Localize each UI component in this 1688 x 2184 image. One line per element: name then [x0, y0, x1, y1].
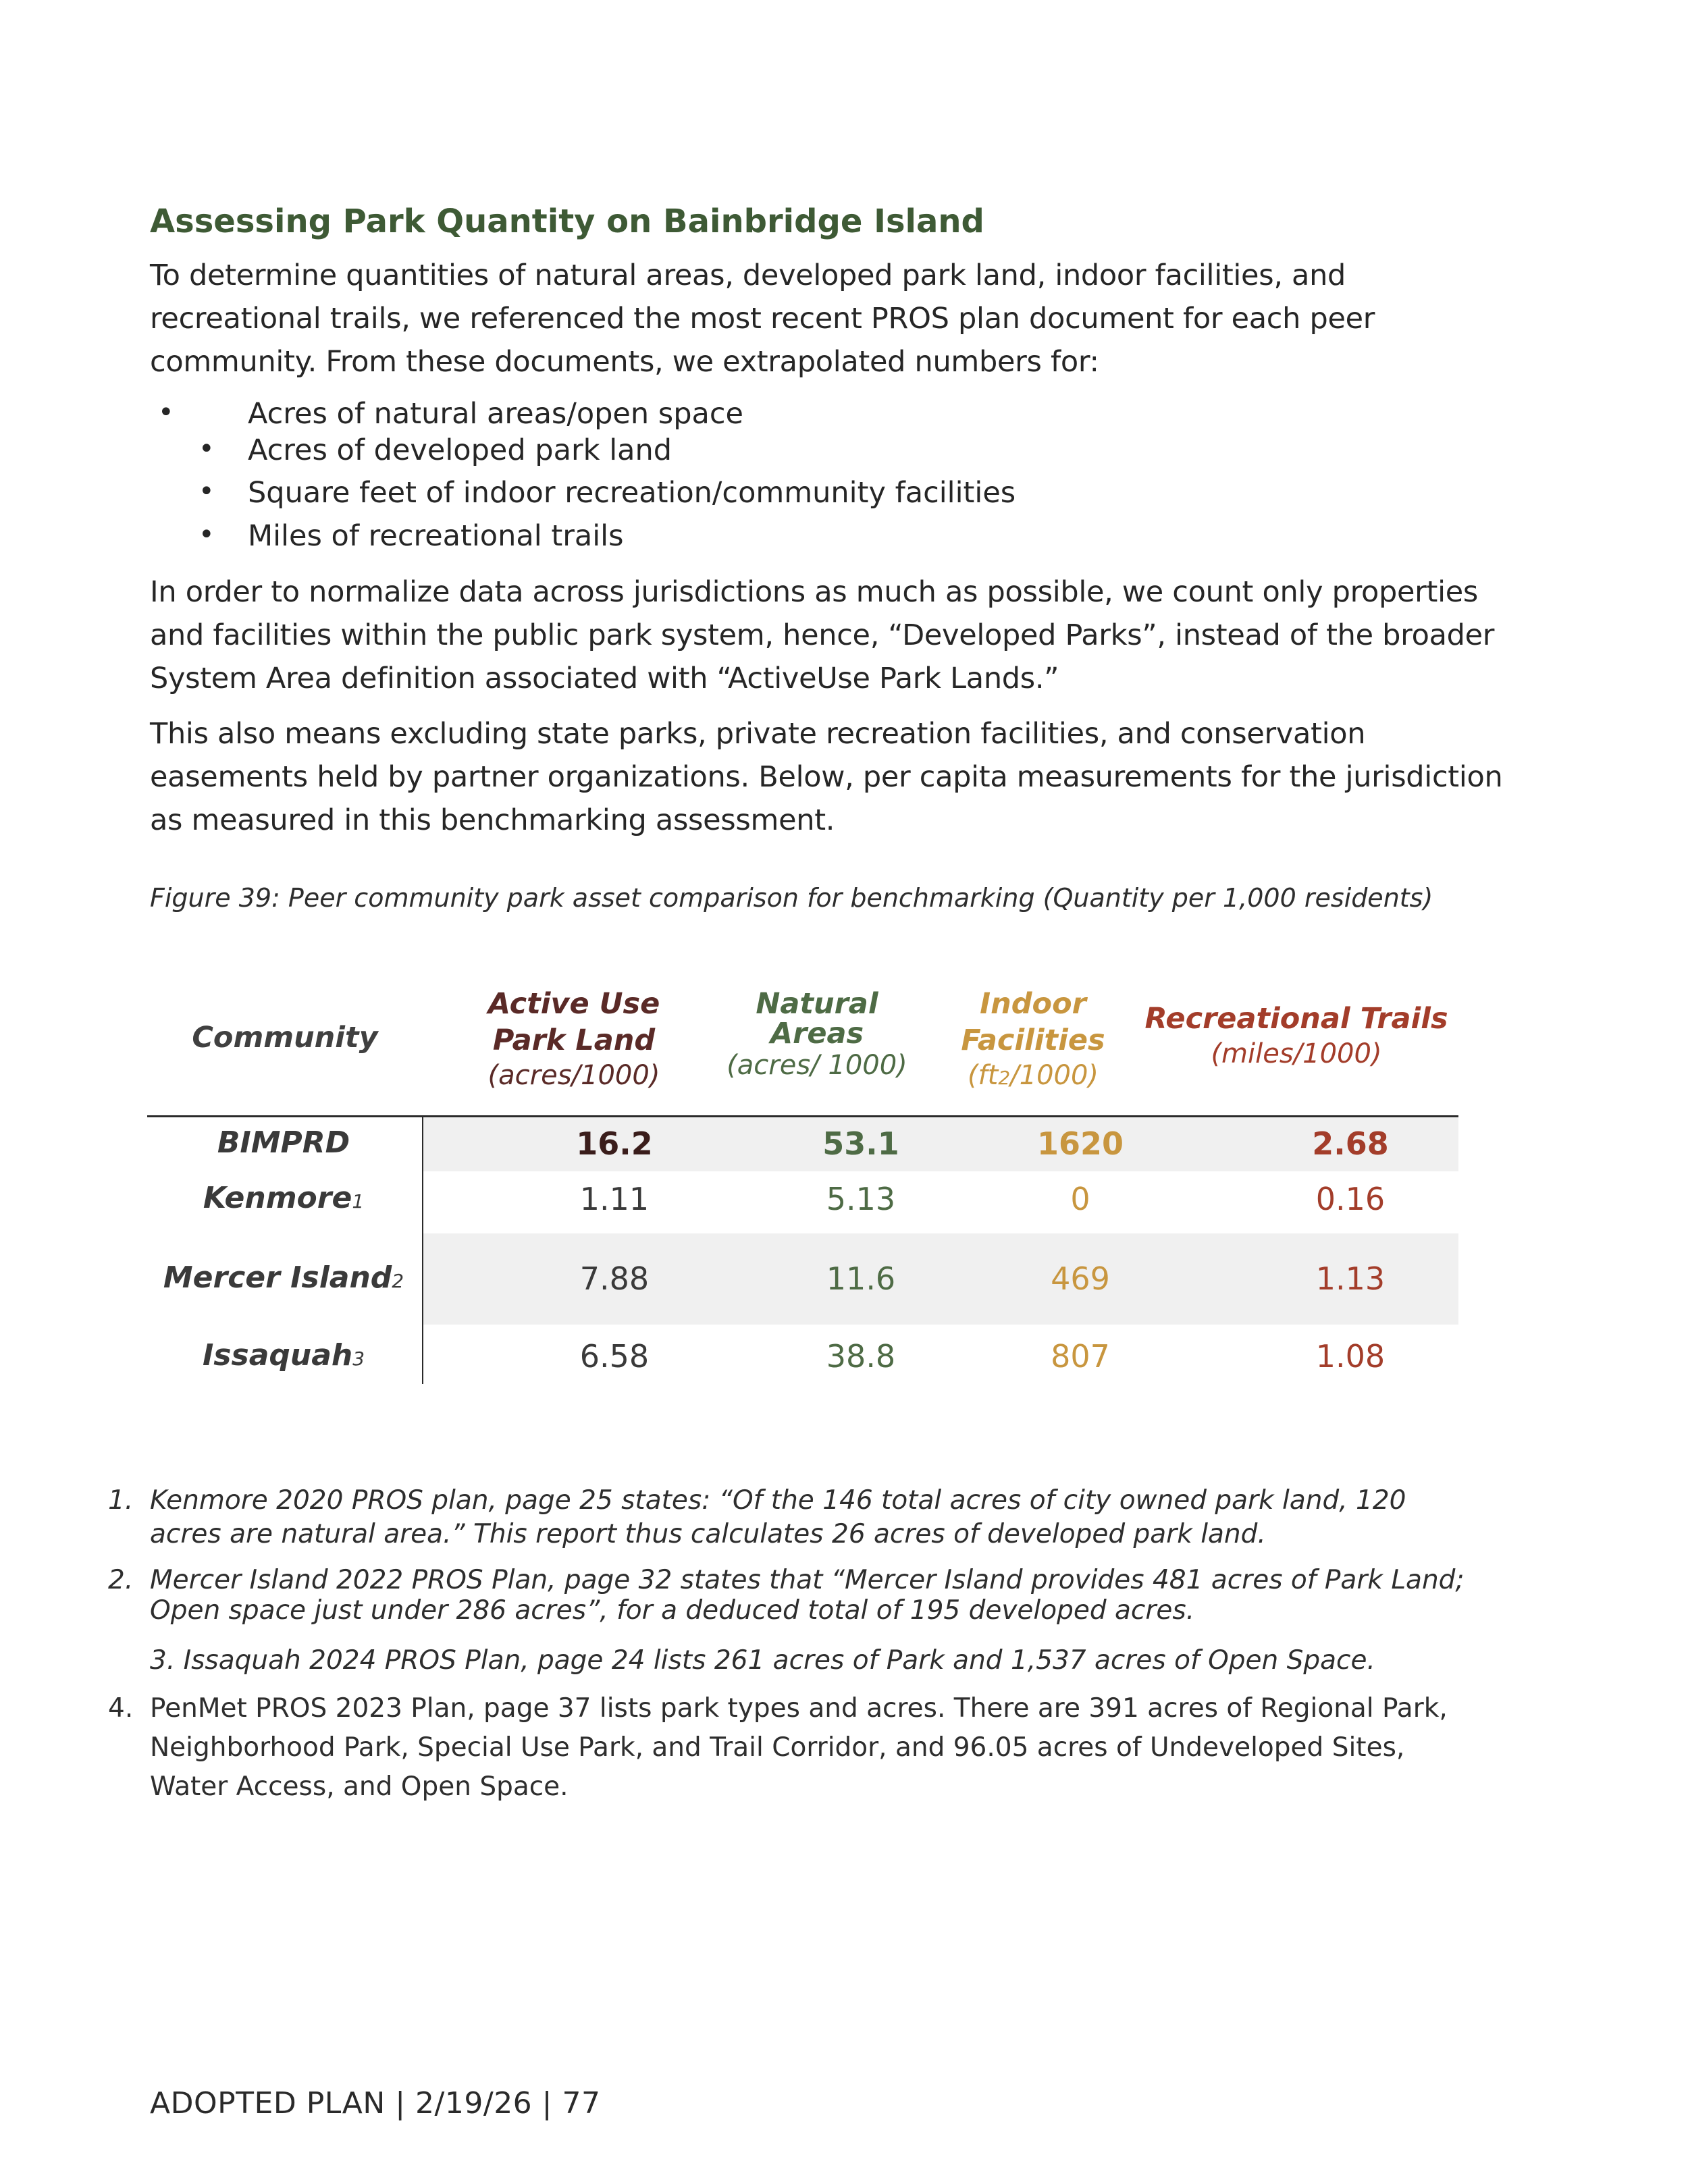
footnote-4-line: Neighborhood Park, Special Use Park, and Trail Corridor, and 96.05 acres of Undeveloped Sites, [150, 1732, 1405, 1763]
table-row: Kenmore1 1.11 5.13 0 0.16 [203, 1181, 1386, 1217]
section-heading: Assessing Park Quantity on Bainbridge Island [150, 203, 984, 240]
footnote-4-line: Water Access, and Open Space. [150, 1772, 569, 1802]
para-line: System Area definition associated with “ActiveUse Park Lands.” [150, 662, 1059, 695]
exclusion-paragraph [150, 712, 1554, 842]
header-natural-areas: Natural Areas (acres/ 1000) [727, 987, 907, 1081]
intro-line: recreational trails, we referenced the most recent PROS plan document for each peer [150, 302, 1375, 336]
table-row: BIMPRD 16.2 53.1 1620 2.68 [147, 1117, 1458, 1171]
header-recreational-trails: Recreational Trails (miles/1000) [1144, 1002, 1448, 1069]
page-footer: ADOPTED PLAN | 2/19/26 | 77 [150, 2086, 601, 2121]
para-line: This also means excluding state parks, private recreation facilities, and conservation [150, 717, 1366, 751]
intro-line: community. From these documents, we extrapolated numbers for: [150, 345, 1099, 379]
footnote-2-line: Open space just under 286 acres”, for a deduced total of 195 developed acres. [150, 1595, 1195, 1626]
normalization-paragraph [150, 570, 1554, 700]
table-row: Issaquah3 6.58 38.8 807 1.08 [202, 1338, 1386, 1375]
para-line: easements held by partner organizations. Below, per capita measurements for the jurisdiction [150, 760, 1503, 794]
footnote-1-line: acres are natural area.” This report thus calculates 26 acres of developed park land. [150, 1519, 1266, 1549]
bullet-icon: • [199, 433, 215, 464]
footnote-number: 2. [108, 1565, 134, 1595]
bullet-icon: • [199, 476, 215, 507]
footnote-number: 1. [108, 1485, 134, 1516]
bullet-icon: • [199, 519, 215, 550]
header-indoor-facilities: Indoor Facilities (ft2/1000) [961, 987, 1105, 1091]
para-line: and facilities within the public park system, hence, “Developed Parks”, instead of the broader [150, 618, 1495, 652]
header-active-use: Active Use Park Land (acres/1000) [487, 987, 660, 1091]
footnote-3: 3. Issaquah 2024 PROS Plan, page 24 lists 261 acres of Park and 1,537 acres of Open Space. [150, 1645, 1375, 1676]
footnote-1-line: Kenmore 2020 PROS plan, page 25 states: “Of the 146 total acres of city owned park land, 120 [150, 1485, 1406, 1516]
intro-line: To determine quantities of natural areas, developed park land, indoor facilities, and [150, 259, 1346, 292]
para-line: as measured in this benchmarking assessment. [150, 803, 835, 837]
table-row: Mercer Island2 7.88 11.6 469 1.13 [147, 1233, 1458, 1325]
footnote-4-line: PenMet PROS 2023 Plan, page 37 lists park types and acres. There are 391 acres of Regional Park, [150, 1693, 1448, 1724]
footnote-2-line: Mercer Island 2022 PROS Plan, page 32 states that “Mercer Island provides 481 acres of Park Land; [150, 1565, 1465, 1595]
figure-caption: Figure 39: Peer community park asset comparison for benchmarking (Quantity per 1,000 residents) [150, 883, 1433, 913]
para-line: In order to normalize data across jurisdictions as much as possible, we count only properties [150, 575, 1479, 609]
intro-paragraph [150, 254, 1554, 383]
bullet-icon: • [158, 397, 174, 428]
header-community: Community [192, 1021, 378, 1055]
footnote-number: 4. [108, 1693, 134, 1724]
